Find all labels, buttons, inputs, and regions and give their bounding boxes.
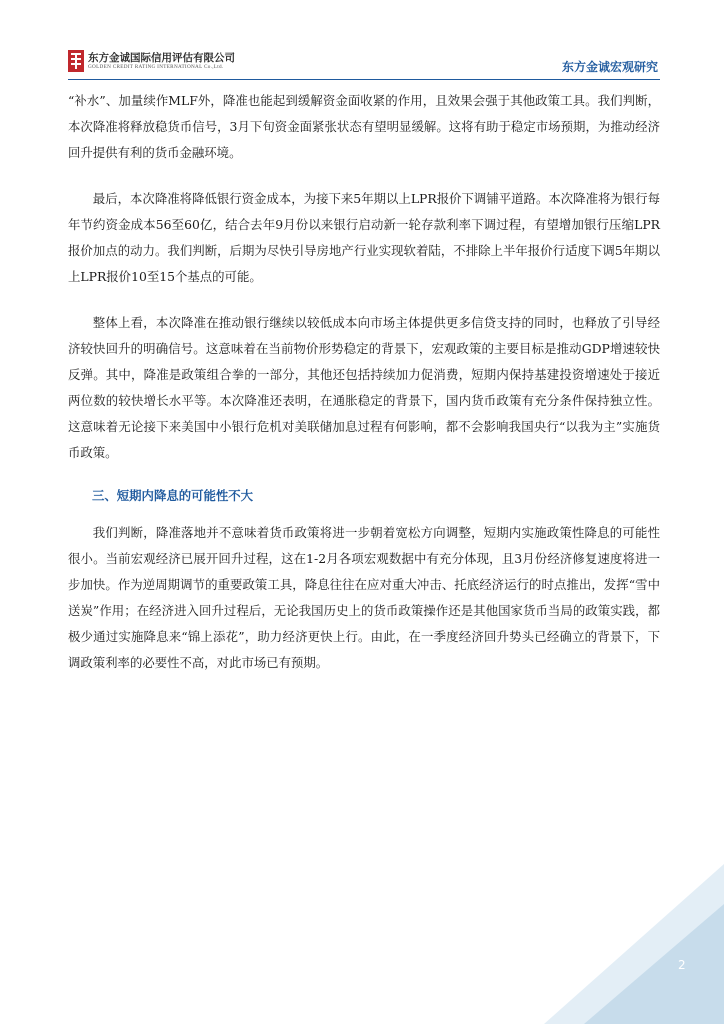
corner-decoration [544,864,724,1024]
document-body [68,88,660,696]
paragraph-4: 我们判断，降准落地并不意味着货币政策将进一步朝着宽松方向调整，短期内实施政策性降息的可能性很小。当前宏观经济已展开回升过程，这在1-2月各项宏观数据中有充分体现，且3月份经济修复速度将进一步加快。作为逆周期调节的重要政策工具，降息往往在应对重大冲击、托底经济运行的时点推出，发挥“雪中送炭”作用；在经济进入回升过程后，无论我国历史上的货币政策操作还是其他国家货币当局的政策实践，都极少通过实施降息来“锦上添花”，助力经济更快上行。由此，在一季度经济回升势头已经确立的背景下，下调政策利率的必要性不高，对此市场已有预期。 [68,525,660,670]
paragraph-2: 最后，本次降准将降低银行资金成本，为接下来5年期以上LPR报价下调铺平道路。本次降准将为银行每年节约资金成本56至60亿，结合去年9月份以来银行启动新一轮存款利率下调过程，有望增加银行压缩LPR报价加点的动力。我们判断，后期为尽快引导房地产行业实现软着陆，不排除上半年报价行适度下调5年期以上LPR报价10至15个基点的可能。 [68,191,660,284]
paragraph-1: “补水”、加量续作MLF外，降准也能起到缓解资金面收紧的作用，且效果会强于其他政策工具。我们判断，本次降准将释放稳货币信号，3月下旬资金面紧张状态有望明显缓解。这将有助于稳定市场预期，为推动经济回升提供有利的货币金融环境。 [68,93,660,160]
paragraph-3: 整体上看，本次降准在推动银行继续以较低成本向市场主体提供更多信贷支持的同时，也释放了引导经济较快回升的明确信号。这意味着在当前物价形势稳定的背景下，宏观政策的主要目标是推动GDP增速较快反弹。其中，降准是政策组合拳的一部分，其他还包括持续加力促消费，短期内保持基建投资增速处于接近两位数的较快增长水平等。本次降准还表明，在通胀稳定的背景下，国内货币政策有充分条件保持独立性。这意味着无论接下来美国中小银行危机对美联储加息过程有何影响，都不会影响我国央行“以我为主”实施货币政策。 [68,315,660,460]
section-heading: 三、短期内降息的可能性不大 [92,488,254,503]
header-divider [68,79,660,80]
company-name-cn: 东方金诚国际信用评估有限公司 [88,52,235,64]
company-logo [68,50,268,76]
section-title: 东方金诚宏观研究 [561,60,658,74]
page-number: 2 [678,958,686,972]
company-name-en: GOLDEN CREDIT RATING INTERNATIONAL Co.,Ltd. [88,64,224,70]
logo-mark-icon [68,50,84,72]
page-header [68,46,660,80]
